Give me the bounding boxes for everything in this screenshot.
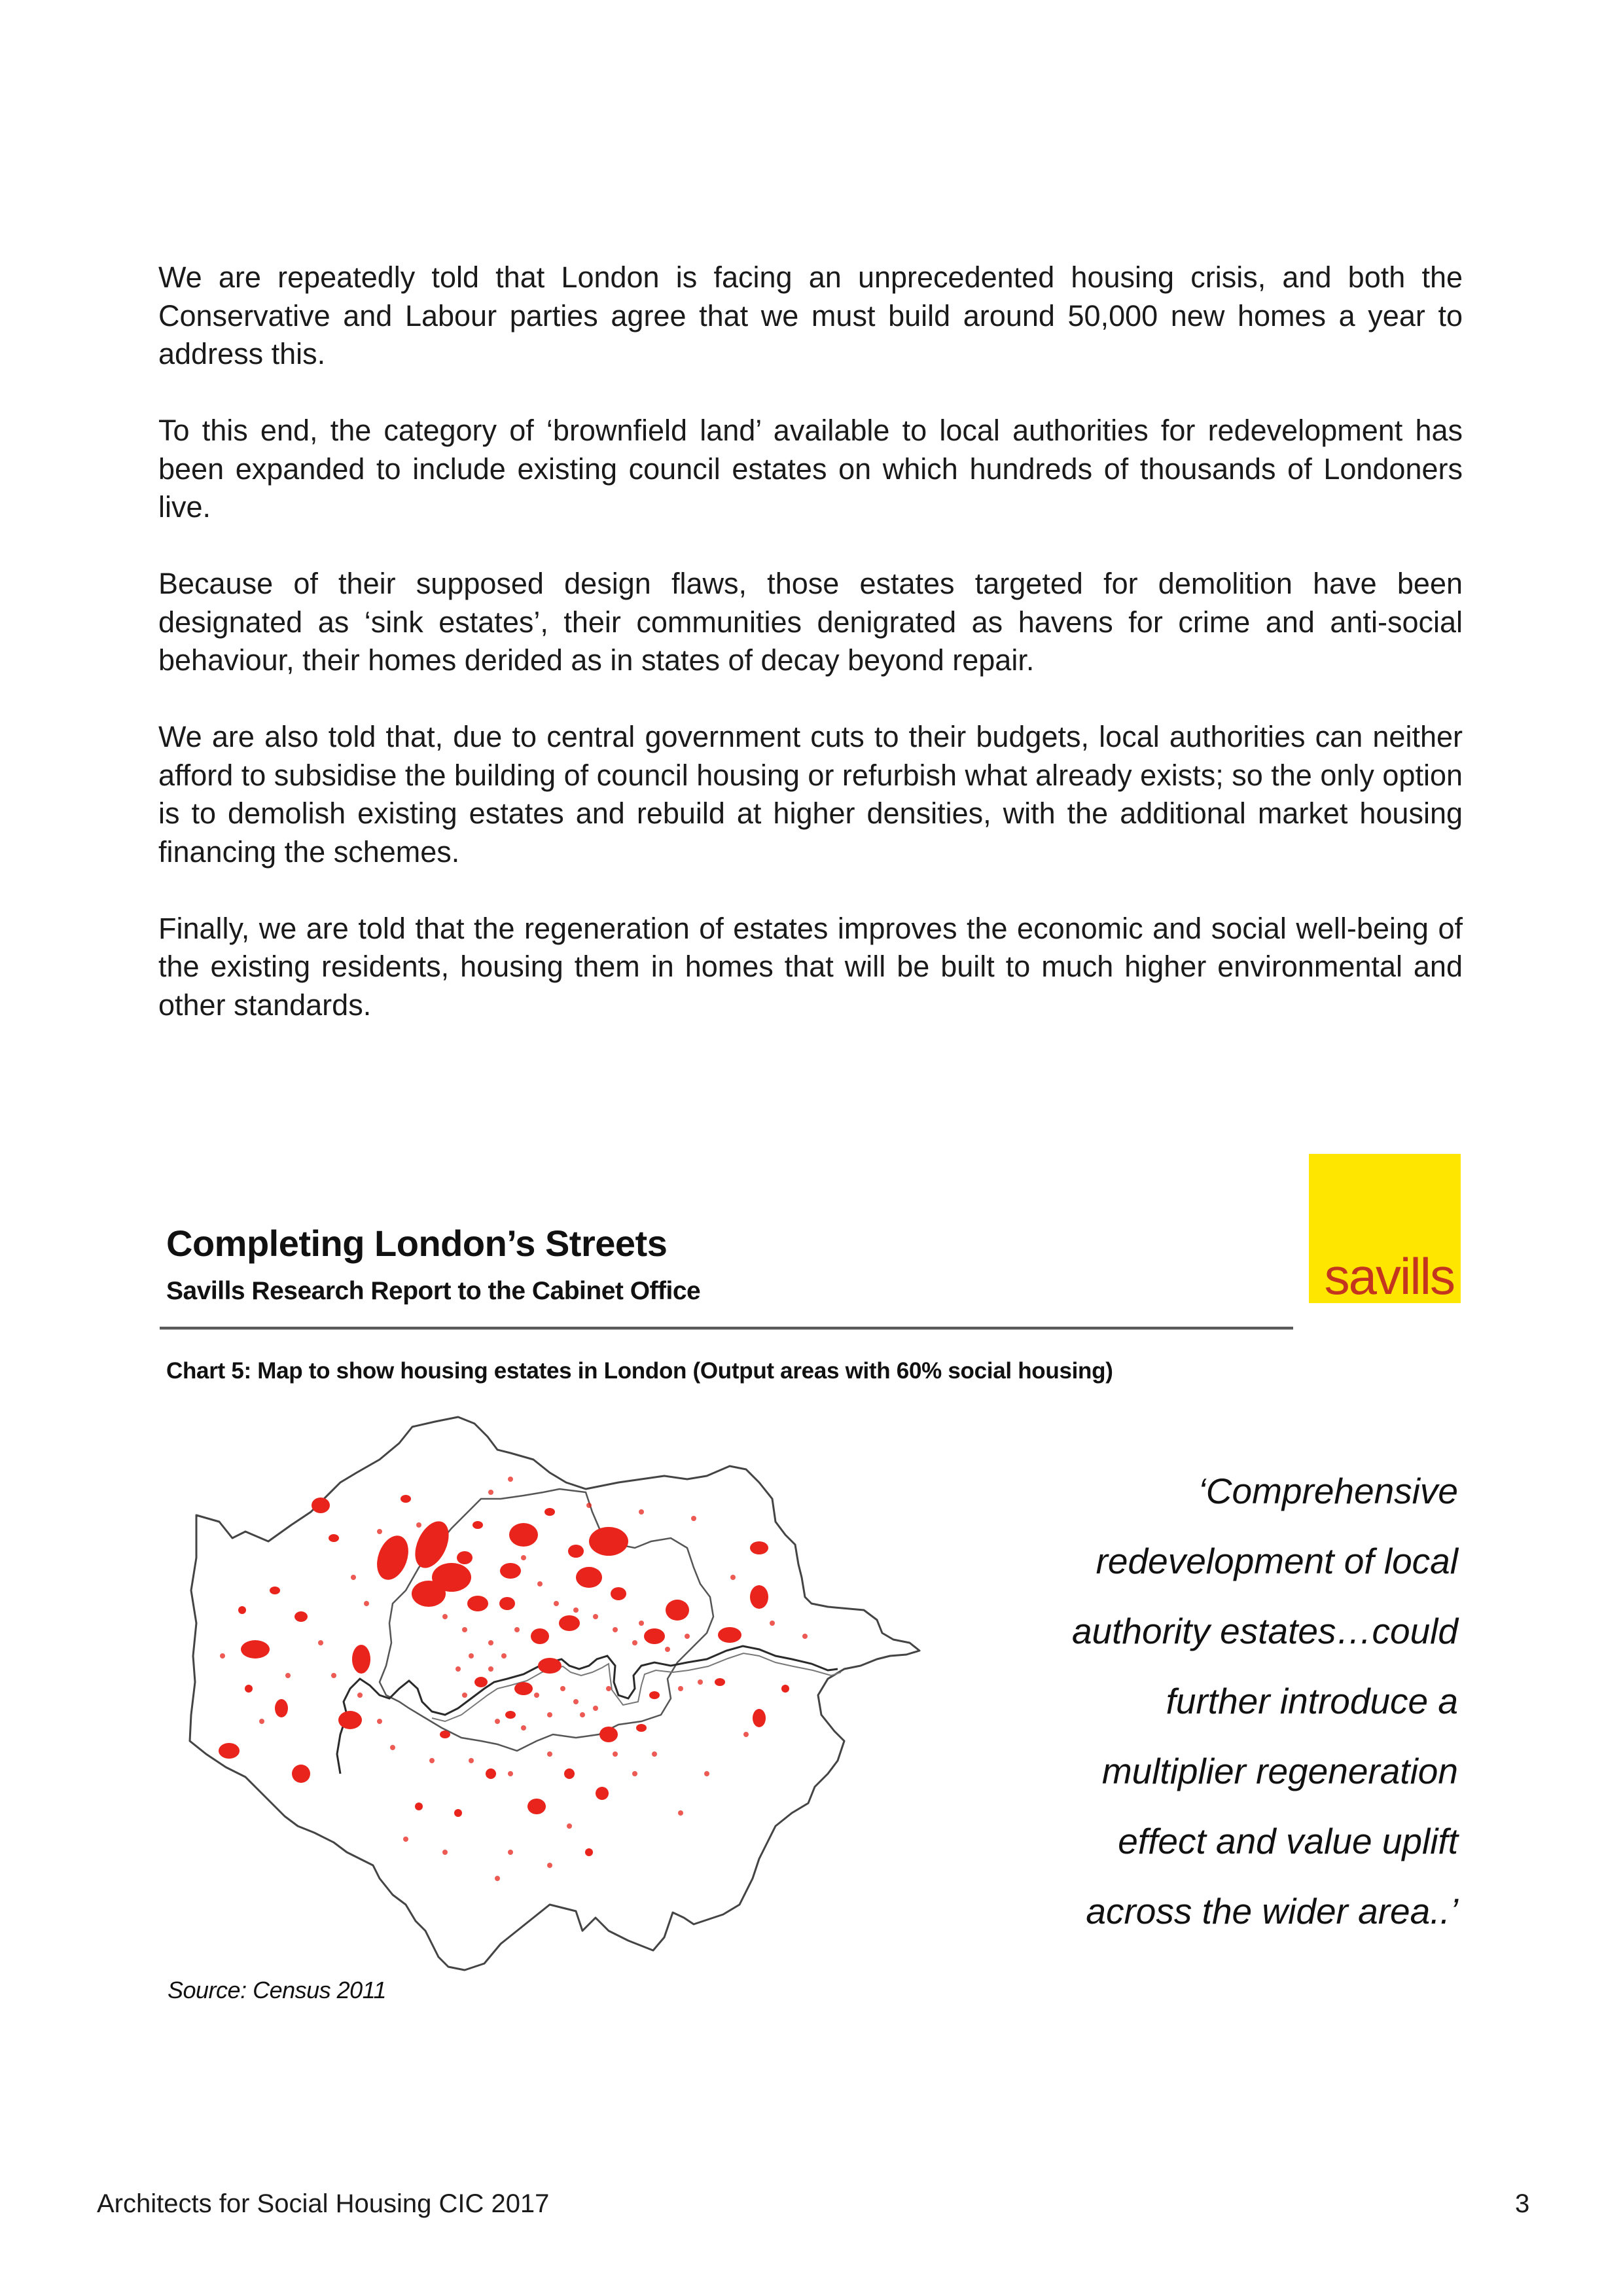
savills-logo-text: savills: [1324, 1247, 1454, 1305]
quote-line: authority estates…could: [1071, 1611, 1458, 1651]
quote-line: across the wider area..’: [1086, 1891, 1458, 1931]
paragraph-brownfield-land: To this end, the category of ‘brownfield land’ available to local authorities for redevelopment has been expanded to include existing council estates on which hundreds of thousands of Londoners live.: [158, 414, 1463, 524]
body-text: [158, 259, 1463, 1063]
figure-divider: [160, 1327, 1293, 1330]
pull-quote: [961, 1456, 1458, 1946]
paragraph-budget-cuts: We are also told that, due to central government cuts to their budgets, local authorities can neither afford to subsidise the building of council housing or refurbish what already exists; so the only option is to demolish existing estates and rebuild at higher densities, with the additional market housing financing the schemes.: [158, 720, 1463, 869]
figure-source: Source: Census 2011: [168, 1977, 387, 2003]
paragraph-regeneration: Finally, we are told that the regeneration of estates improves the economic and social well-being of the existing residents, housing them in homes that will be built to much higher environmental and other standards.: [158, 911, 1463, 1022]
savills-figure: [157, 1149, 1466, 2013]
quote-line: effect and value uplift: [1118, 1821, 1458, 1861]
quote-line: further introduce a: [1166, 1681, 1458, 1721]
greater-london-outline: [190, 1417, 919, 1970]
quote-line: ‘Comprehensive: [1198, 1471, 1458, 1511]
figure-caption: Chart 5: Map to show housing estates in London (Output areas with 60% social housing): [166, 1358, 1113, 1384]
paragraph-housing-crisis: We are repeatedly told that London is facing an unprecedented housing crisis, and both the Conservative and Labour parties agree that we must build around 50,000 new homes a year to address this.: [158, 260, 1463, 370]
page-number: 3: [1515, 2189, 1530, 2218]
london-estates-map: [183, 1407, 929, 1990]
quote-line: multiplier regeneration: [1101, 1751, 1458, 1791]
figure-title: Completing London’s Streets: [166, 1223, 668, 1264]
paragraph-sink-estates: Because of their supposed design flaws, those estates targeted for demolition have been designated as ‘sink estates’, their communities denigrated as havens for crime and anti-social behaviour, their homes derided as in states of decay beyond repair.: [158, 567, 1463, 677]
savills-logo: [1309, 1154, 1461, 1303]
figure-subtitle: Savills Research Report to the Cabinet Office: [166, 1277, 701, 1305]
footer-organisation: Architects for Social Housing CIC 2017: [97, 2189, 550, 2218]
quote-line: redevelopment of local: [1096, 1541, 1458, 1581]
